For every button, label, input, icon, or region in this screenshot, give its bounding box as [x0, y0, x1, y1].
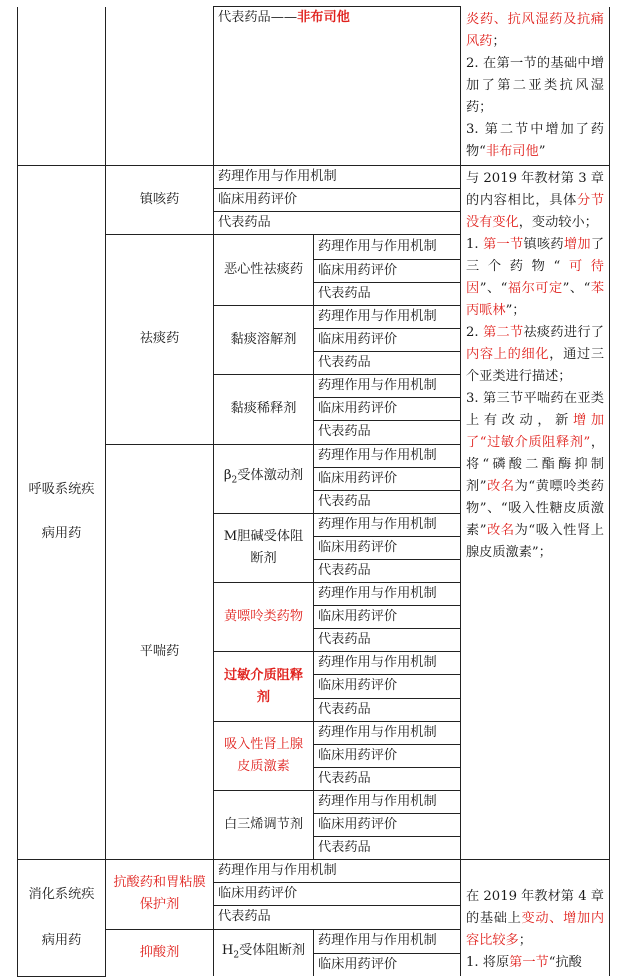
- item-cell: 临床用药评价: [214, 188, 461, 211]
- rep-label: 代表药品——: [218, 10, 298, 25]
- item-cell: 临床用药评价: [314, 329, 461, 352]
- table-row: [18, 860, 610, 883]
- syllabus-comparison-table: [17, 6, 610, 977]
- note-text: ，变动较小；: [518, 214, 598, 230]
- subclass-name-highlight: 吸入性肾上腺皮质激素: [214, 721, 314, 790]
- item-cell: 代表药品: [314, 837, 461, 860]
- h-symbol: H: [221, 942, 234, 958]
- note-text: ”: [538, 143, 546, 159]
- item-cell: 临床用药评价: [314, 675, 461, 698]
- item-cell: 代表药品: [314, 352, 461, 375]
- note-text: 为“黄嘌呤类药物”、“吸入性糖皮质激素”: [466, 478, 604, 538]
- item-cell: 代表药品: [214, 211, 461, 234]
- note-text: 2. 在第一节的基础中增加了第二亚类抗风湿药；: [466, 55, 604, 115]
- item-cell: 药理作用与作用机制: [314, 790, 461, 813]
- item-cell: 临床用药评价: [314, 954, 461, 977]
- item-cell: 药理作用与作用机制: [314, 305, 461, 328]
- acid-suppressant-name: 抑酸剂: [106, 929, 214, 976]
- subclass-name-highlight: 黄嘌呤类药物: [214, 583, 314, 652]
- table-row: [18, 7, 610, 166]
- item-cell: 药理作用与作用机制: [214, 165, 461, 188]
- note-text: 2.: [466, 324, 484, 340]
- item-cell: 临床用药评价: [214, 883, 461, 906]
- note-highlight: 第一节: [509, 955, 549, 971]
- antiasthmatic-name: 平喘药: [106, 444, 214, 860]
- note-highlight: 增加了“过敏介质阻释剂”: [466, 412, 605, 450]
- item-cell: 药理作用与作用机制: [314, 234, 461, 259]
- item-cell: 临床用药评价: [314, 536, 461, 559]
- note-highlight: 可待因: [466, 258, 604, 296]
- subclass-name: [214, 444, 314, 513]
- item-cell: 代表药品: [314, 490, 461, 513]
- item-cell: 代表药品: [314, 421, 461, 444]
- note-text: 了三个药物“: [466, 236, 604, 274]
- antitussive-name: 镇咳药: [106, 165, 214, 234]
- note-respiratory: [461, 165, 610, 860]
- note-text: 3. 第三节平喘药在亚类上有改动，新: [466, 390, 604, 428]
- item-cell: 药理作用与作用机制: [314, 375, 461, 398]
- note-text: 1.: [466, 236, 484, 252]
- note-text: ”、“: [562, 280, 591, 296]
- note-highlight: 增加: [563, 236, 591, 252]
- table-row: [18, 165, 610, 188]
- note-digestive: [461, 860, 610, 977]
- antacid-name: 抗酸药和胃粘膜保护剂: [106, 860, 214, 929]
- item-cell: 代表药品: [214, 906, 461, 929]
- note-highlight: 炎药、抗风湿药及抗痛风药: [466, 11, 604, 49]
- category-respiratory: [18, 165, 106, 860]
- item-cell: 药理作用与作用机制: [314, 513, 461, 536]
- item-cell: 代表药品: [314, 560, 461, 583]
- subclass-name: M胆碱受体阻断剂: [214, 513, 314, 582]
- h-subscript: 2: [233, 950, 240, 961]
- note-highlight: 非布司他: [485, 143, 539, 159]
- item-cell: 药理作用与作用机制: [314, 721, 461, 744]
- item-cell: 临床用药评价: [314, 467, 461, 490]
- subclass-name-new: 过敏介质阻释剂: [214, 652, 314, 721]
- note-text: “抗酸: [548, 955, 582, 971]
- note-text: ”；: [505, 302, 526, 318]
- note-text: ，通过三个亚类进行描述；: [466, 346, 605, 384]
- note-highlight: 改名: [486, 478, 515, 494]
- item-cell: 临床用药评价: [314, 259, 461, 282]
- note-highlight: 福尔可定: [507, 280, 563, 296]
- item-cell: 药理作用与作用机制: [314, 929, 461, 954]
- category-line: 消化系统疾: [28, 886, 95, 902]
- empty-cell: [18, 7, 106, 166]
- note-highlight: 改名: [486, 522, 515, 538]
- item-cell: 代表药品: [314, 698, 461, 721]
- note-text: 3. 第二节中增加了药物“: [466, 121, 604, 159]
- note-highlight: 内容上的细化: [466, 346, 550, 362]
- item-cell: 临床用药评价: [314, 744, 461, 767]
- beta-symbol: β: [223, 468, 232, 484]
- note-highlight: 分节没有变化: [466, 192, 605, 230]
- item-cell: 临床用药评价: [314, 398, 461, 421]
- expectorant-name: 祛痰药: [106, 234, 214, 444]
- note-text: ；: [518, 933, 532, 949]
- note-highlight: 第二节: [483, 324, 524, 340]
- item-cell: 临床用药评价: [314, 814, 461, 837]
- subclass-name: 恶心性祛痰药: [214, 234, 314, 305]
- item-cell: 代表药品: [314, 629, 461, 652]
- empty-cell: [106, 7, 214, 166]
- note-text: ，将“磷酸二酯酶抑制剂”: [466, 434, 605, 494]
- item-cell: 药理作用与作用机制: [314, 652, 461, 675]
- note-highlight: 苯丙哌林: [466, 280, 605, 318]
- note-highlight: 变动、增加内容比较多: [466, 911, 605, 949]
- item-cell: 代表药品: [314, 282, 461, 305]
- note-top: [461, 7, 610, 166]
- item-cell: 临床用药评价: [314, 606, 461, 629]
- rep-drug: 非布司他: [297, 10, 350, 25]
- subclass-name: 黏痰溶解剂: [214, 305, 314, 374]
- note-text: ；: [492, 33, 506, 49]
- note-text: 为“吸入性肾上腺皮质激素”；: [466, 522, 604, 560]
- subclass-name: [214, 929, 314, 976]
- note-highlight: 第一节: [483, 236, 524, 252]
- beta-subscript: 2: [231, 475, 238, 486]
- category-line: 病用药: [41, 932, 82, 948]
- item-cell: 药理作用与作用机制: [314, 583, 461, 606]
- note-text: 与 2019 年教材第 3 章的内容相比，具体: [466, 170, 604, 208]
- beta-suffix: 受体激动剂: [237, 468, 304, 484]
- note-text: 祛痰药进行了: [523, 324, 604, 340]
- note-text: 在 2019 年教材第 4 章的基础上: [466, 889, 604, 927]
- note-text: 镇咳药: [523, 236, 564, 252]
- note-text: ”、“: [479, 280, 508, 296]
- category-digestive: [18, 860, 106, 977]
- category-line: 呼吸系统疾: [28, 482, 95, 498]
- item-cell: 药理作用与作用机制: [214, 860, 461, 883]
- rep-drug-cell: [214, 7, 461, 166]
- item-cell: 药理作用与作用机制: [314, 444, 461, 467]
- category-line: 病用药: [41, 526, 82, 542]
- note-text: 1. 将原: [466, 955, 510, 971]
- h-suffix: 受体阻断剂: [239, 942, 306, 958]
- subclass-name: 黏痰稀释剂: [214, 375, 314, 444]
- subclass-name: 白三烯调节剂: [214, 790, 314, 859]
- item-cell: 代表药品: [314, 767, 461, 790]
